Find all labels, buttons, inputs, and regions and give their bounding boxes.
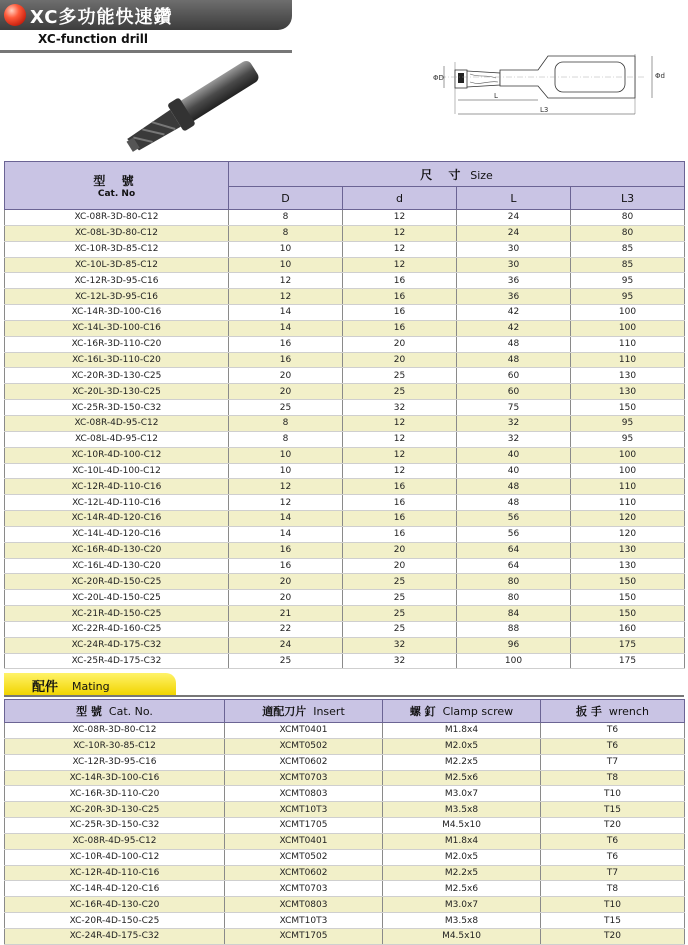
- table-row: [5, 606, 685, 622]
- table-cell: XC-08R-4D-95-C12: [5, 415, 229, 431]
- table-cell: M1.8x4: [383, 723, 541, 739]
- table-row: [5, 637, 685, 653]
- table-cell: 150: [571, 574, 685, 590]
- table-cell: 32: [343, 637, 457, 653]
- table-cell: 14: [229, 526, 343, 542]
- table-cell: T6: [541, 849, 685, 865]
- table-cell: 150: [571, 590, 685, 606]
- table-row: [5, 289, 685, 305]
- table-cell: T7: [541, 754, 685, 770]
- table-cell: T20: [541, 928, 685, 944]
- table-cell: 24: [457, 210, 571, 226]
- page-title-zh: XC多功能快速鑽: [30, 7, 173, 28]
- mating-header-screw: 螺 釘 Clamp screw: [383, 700, 541, 723]
- table-cell: M2.0x5: [383, 849, 541, 865]
- table-cell: XC-14L-4D-120-C16: [5, 526, 229, 542]
- table-cell: 16: [343, 511, 457, 527]
- table-cell: 24: [229, 637, 343, 653]
- table-cell: 25: [343, 606, 457, 622]
- table-cell: XC-08R-3D-80-C12: [5, 723, 225, 739]
- table-row: [5, 802, 685, 818]
- table-cell: XC-20R-3D-130-C25: [5, 368, 229, 384]
- table-cell: 100: [457, 653, 571, 669]
- table-cell: XC-25R-3D-150-C32: [5, 818, 225, 834]
- table-cell: 8: [229, 225, 343, 241]
- title-underline: [0, 50, 292, 53]
- table-cell: XCMT0602: [225, 754, 383, 770]
- header-D: D: [229, 187, 343, 210]
- table-cell: XC-12R-4D-110-C16: [5, 479, 229, 495]
- table-row: [5, 928, 685, 944]
- table-cell: XC-08L-4D-95-C12: [5, 431, 229, 447]
- table-cell: 12: [229, 289, 343, 305]
- table-cell: 16: [343, 479, 457, 495]
- table-cell: 25: [343, 368, 457, 384]
- table-cell: XC-12R-4D-110-C16: [5, 865, 225, 881]
- table-cell: T8: [541, 881, 685, 897]
- table-cell: 36: [457, 273, 571, 289]
- table-cell: XC-12R-3D-95-C16: [5, 754, 225, 770]
- table-cell: 95: [571, 289, 685, 305]
- table-row: [5, 833, 685, 849]
- table-cell: 80: [457, 574, 571, 590]
- table-cell: 80: [457, 590, 571, 606]
- table-cell: XC-10L-3D-85-C12: [5, 257, 229, 273]
- mating-label-zh: 配件: [32, 680, 59, 695]
- table-cell: 150: [571, 400, 685, 416]
- table-cell: 40: [457, 447, 571, 463]
- table-cell: 75: [457, 400, 571, 416]
- table-row: [5, 368, 685, 384]
- table-cell: 10: [229, 447, 343, 463]
- table-cell: XC-12L-3D-95-C16: [5, 289, 229, 305]
- drill-dimension-diagram: [430, 44, 670, 124]
- table-cell: 100: [571, 305, 685, 321]
- table-row: [5, 257, 685, 273]
- table-cell: 14: [229, 320, 343, 336]
- table-cell: XC-25R-3D-150-C32: [5, 400, 229, 416]
- mating-header-model: 型 號 Cat. No.: [5, 700, 225, 723]
- table-cell: T8: [541, 770, 685, 786]
- table-cell: XC-20R-4D-150-C25: [5, 574, 229, 590]
- table-row: [5, 320, 685, 336]
- table-cell: 48: [457, 336, 571, 352]
- table-cell: T6: [541, 833, 685, 849]
- table-row: [5, 865, 685, 881]
- table-row: [5, 352, 685, 368]
- table-cell: XCMT0401: [225, 833, 383, 849]
- table-row: [5, 447, 685, 463]
- table-cell: 48: [457, 352, 571, 368]
- table-cell: 110: [571, 352, 685, 368]
- header-size: 尺 寸 Size: [229, 162, 685, 187]
- table-row: [5, 336, 685, 352]
- table-cell: 60: [457, 368, 571, 384]
- table-cell: XC-14R-4D-120-C16: [5, 511, 229, 527]
- table-cell: 32: [457, 415, 571, 431]
- table-cell: 20: [229, 574, 343, 590]
- table-cell: T20: [541, 818, 685, 834]
- table-cell: 36: [457, 289, 571, 305]
- table-cell: XC-16R-3D-110-C20: [5, 786, 225, 802]
- table-cell: XCMT0703: [225, 881, 383, 897]
- table-cell: 12: [343, 257, 457, 273]
- table-cell: 80: [571, 225, 685, 241]
- table-cell: 110: [571, 336, 685, 352]
- table-cell: XCMT10T3: [225, 913, 383, 929]
- table-row: [5, 849, 685, 865]
- table-cell: 100: [571, 320, 685, 336]
- table-cell: M2.2x5: [383, 754, 541, 770]
- table-row: [5, 400, 685, 416]
- table-cell: 80: [571, 210, 685, 226]
- table-cell: 12: [343, 225, 457, 241]
- table-cell: 120: [571, 511, 685, 527]
- table-cell: T15: [541, 802, 685, 818]
- table-cell: 16: [229, 336, 343, 352]
- table-row: [5, 511, 685, 527]
- header-model: 型 號 Cat. No: [5, 162, 229, 210]
- table-row: [5, 495, 685, 511]
- table-cell: XC-24R-4D-175-C32: [5, 637, 229, 653]
- table-cell: M3.5x8: [383, 913, 541, 929]
- table-cell: 85: [571, 241, 685, 257]
- table-cell: 84: [457, 606, 571, 622]
- table-cell: XCMT1705: [225, 928, 383, 944]
- table-cell: XCMT0803: [225, 786, 383, 802]
- table-row: [5, 210, 685, 226]
- table-cell: 95: [571, 273, 685, 289]
- table-cell: XC-24R-4D-175-C32: [5, 928, 225, 944]
- table-cell: 12: [343, 463, 457, 479]
- table-cell: 56: [457, 526, 571, 542]
- table-cell: 60: [457, 384, 571, 400]
- table-cell: 12: [343, 447, 457, 463]
- table-cell: 42: [457, 305, 571, 321]
- table-cell: 175: [571, 653, 685, 669]
- table-cell: 16: [229, 352, 343, 368]
- table-cell: M2.0x5: [383, 738, 541, 754]
- table-cell: M3.5x8: [383, 802, 541, 818]
- table-row: [5, 463, 685, 479]
- table-cell: 25: [343, 384, 457, 400]
- table-cell: 10: [229, 241, 343, 257]
- table-cell: T6: [541, 738, 685, 754]
- table-row: [5, 526, 685, 542]
- table-cell: T10: [541, 786, 685, 802]
- table-row: [5, 770, 685, 786]
- table-cell: 100: [571, 447, 685, 463]
- table-cell: 20: [343, 542, 457, 558]
- table-cell: 95: [571, 431, 685, 447]
- table-cell: T15: [541, 913, 685, 929]
- table-cell: 20: [343, 336, 457, 352]
- table-cell: XCMT0803: [225, 897, 383, 913]
- table-cell: XC-08L-3D-80-C12: [5, 225, 229, 241]
- dim-label-D: ΦD: [433, 74, 444, 82]
- table-cell: XC-20R-3D-130-C25: [5, 802, 225, 818]
- drill-photo: [110, 56, 280, 156]
- table-cell: 150: [571, 606, 685, 622]
- header-L3: L3: [571, 187, 685, 210]
- table-cell: XCMT10T3: [225, 802, 383, 818]
- table-cell: 25: [343, 621, 457, 637]
- table-cell: XC-14L-3D-100-C16: [5, 320, 229, 336]
- table-row: [5, 590, 685, 606]
- table-cell: 40: [457, 463, 571, 479]
- table-cell: 85: [571, 257, 685, 273]
- table-cell: 16: [343, 305, 457, 321]
- table-cell: 88: [457, 621, 571, 637]
- table-row: [5, 723, 685, 739]
- table-cell: 8: [229, 431, 343, 447]
- table-row: [5, 415, 685, 431]
- table-row: [5, 913, 685, 929]
- table-cell: 100: [571, 463, 685, 479]
- table-cell: 25: [229, 400, 343, 416]
- table-cell: XC-25R-4D-175-C32: [5, 653, 229, 669]
- table-cell: 130: [571, 558, 685, 574]
- table-cell: XCMT0703: [225, 770, 383, 786]
- table-row: [5, 305, 685, 321]
- table-cell: 12: [343, 415, 457, 431]
- header-L: L: [457, 187, 571, 210]
- table-cell: 14: [229, 511, 343, 527]
- table-cell: XC-10R-30-85-C12: [5, 738, 225, 754]
- bullet-ball-icon: [4, 4, 26, 26]
- table-cell: 16: [343, 320, 457, 336]
- table-cell: XCMT0602: [225, 865, 383, 881]
- table-cell: 48: [457, 479, 571, 495]
- table-cell: 12: [229, 495, 343, 511]
- table-cell: XCMT0401: [225, 723, 383, 739]
- table-cell: M4.5x10: [383, 818, 541, 834]
- table-cell: XC-10R-4D-100-C12: [5, 447, 229, 463]
- table-cell: 120: [571, 526, 685, 542]
- table-cell: T7: [541, 865, 685, 881]
- table-cell: 21: [229, 606, 343, 622]
- table-cell: 10: [229, 257, 343, 273]
- table-cell: T6: [541, 723, 685, 739]
- table-cell: XC-16R-4D-130-C20: [5, 897, 225, 913]
- header-d: d: [343, 187, 457, 210]
- table-cell: 64: [457, 542, 571, 558]
- table-cell: 30: [457, 257, 571, 273]
- dim-label-L3: L3: [540, 106, 549, 114]
- table-cell: XC-14R-3D-100-C16: [5, 770, 225, 786]
- table-cell: 96: [457, 637, 571, 653]
- table-cell: 10: [229, 463, 343, 479]
- table-row: [5, 621, 685, 637]
- table-row: [5, 818, 685, 834]
- table-row: [5, 384, 685, 400]
- table-cell: 16: [343, 495, 457, 511]
- table-cell: 16: [229, 542, 343, 558]
- table-row: [5, 574, 685, 590]
- table-cell: XC-14R-3D-100-C16: [5, 305, 229, 321]
- table-cell: 32: [343, 400, 457, 416]
- table-row: [5, 558, 685, 574]
- table-cell: 8: [229, 210, 343, 226]
- table-cell: 16: [343, 526, 457, 542]
- table-cell: XC-08R-4D-95-C12: [5, 833, 225, 849]
- table-cell: M3.0x7: [383, 786, 541, 802]
- table-cell: 12: [229, 273, 343, 289]
- table-cell: 175: [571, 637, 685, 653]
- table-row: [5, 738, 685, 754]
- table-cell: 16: [343, 289, 457, 305]
- table-cell: XCMT0502: [225, 849, 383, 865]
- table-cell: XC-20L-4D-150-C25: [5, 590, 229, 606]
- table-cell: XC-16L-4D-130-C20: [5, 558, 229, 574]
- table-row: [5, 241, 685, 257]
- title-bar: [0, 0, 292, 30]
- table-cell: 130: [571, 384, 685, 400]
- table-cell: M2.5x6: [383, 770, 541, 786]
- table-cell: 30: [457, 241, 571, 257]
- table-cell: 20: [343, 352, 457, 368]
- table-cell: 16: [343, 273, 457, 289]
- table-cell: 22: [229, 621, 343, 637]
- table-cell: 12: [343, 210, 457, 226]
- table-cell: XC-20R-4D-150-C25: [5, 913, 225, 929]
- table-cell: XC-16L-3D-110-C20: [5, 352, 229, 368]
- table-cell: XC-10L-4D-100-C12: [5, 463, 229, 479]
- table-cell: 95: [571, 415, 685, 431]
- table-cell: XC-21R-4D-150-C25: [5, 606, 229, 622]
- table-row: [5, 754, 685, 770]
- table-row: [5, 881, 685, 897]
- table-cell: 20: [229, 590, 343, 606]
- dim-label-L: L: [494, 92, 498, 100]
- mating-header-insert: 適配刀片 Insert: [225, 700, 383, 723]
- table-cell: T10: [541, 897, 685, 913]
- mating-label-en: Mating: [72, 680, 110, 693]
- table-cell: 16: [229, 558, 343, 574]
- table-cell: 12: [343, 241, 457, 257]
- table-cell: 56: [457, 511, 571, 527]
- mating-underline: [4, 695, 684, 697]
- table-cell: XC-16R-3D-110-C20: [5, 336, 229, 352]
- table-cell: 110: [571, 479, 685, 495]
- table-row: [5, 786, 685, 802]
- table-cell: 110: [571, 495, 685, 511]
- table-cell: 20: [229, 368, 343, 384]
- table-row: [5, 273, 685, 289]
- table-cell: 130: [571, 542, 685, 558]
- table-cell: 32: [343, 653, 457, 669]
- table-cell: 25: [343, 574, 457, 590]
- page-title-en: XC-function drill: [38, 32, 148, 46]
- table-row: [5, 225, 685, 241]
- table-cell: 20: [229, 384, 343, 400]
- size-table: [4, 161, 685, 669]
- table-row: [5, 653, 685, 669]
- mating-header-wrench: 扳 手 wrench: [541, 700, 685, 723]
- table-cell: M3.0x7: [383, 897, 541, 913]
- table-row: [5, 479, 685, 495]
- table-cell: 14: [229, 305, 343, 321]
- table-cell: 42: [457, 320, 571, 336]
- table-cell: XC-16R-4D-130-C20: [5, 542, 229, 558]
- table-cell: 25: [229, 653, 343, 669]
- table-cell: 20: [343, 558, 457, 574]
- table-cell: M1.8x4: [383, 833, 541, 849]
- table-cell: 130: [571, 368, 685, 384]
- table-cell: 32: [457, 431, 571, 447]
- table-cell: 12: [343, 431, 457, 447]
- table-cell: 25: [343, 590, 457, 606]
- table-cell: M4.5x10: [383, 928, 541, 944]
- table-cell: XC-08R-3D-80-C12: [5, 210, 229, 226]
- table-cell: 8: [229, 415, 343, 431]
- table-cell: 64: [457, 558, 571, 574]
- table-cell: XCMT1705: [225, 818, 383, 834]
- table-cell: 12: [229, 479, 343, 495]
- table-cell: XC-14R-4D-120-C16: [5, 881, 225, 897]
- table-cell: XC-10R-4D-100-C12: [5, 849, 225, 865]
- table-cell: XC-22R-4D-160-C25: [5, 621, 229, 637]
- table-row: [5, 542, 685, 558]
- table-cell: XC-12R-3D-95-C16: [5, 273, 229, 289]
- table-row: [5, 897, 685, 913]
- table-cell: XC-12L-4D-110-C16: [5, 495, 229, 511]
- table-row: [5, 431, 685, 447]
- table-cell: 160: [571, 621, 685, 637]
- table-cell: XC-10R-3D-85-C12: [5, 241, 229, 257]
- mating-table: [4, 699, 685, 945]
- table-cell: 24: [457, 225, 571, 241]
- table-cell: XCMT0502: [225, 738, 383, 754]
- table-cell: XC-20L-3D-130-C25: [5, 384, 229, 400]
- table-cell: M2.5x6: [383, 881, 541, 897]
- table-cell: M2.2x5: [383, 865, 541, 881]
- dim-label-d: Φd: [655, 72, 665, 80]
- table-cell: 48: [457, 495, 571, 511]
